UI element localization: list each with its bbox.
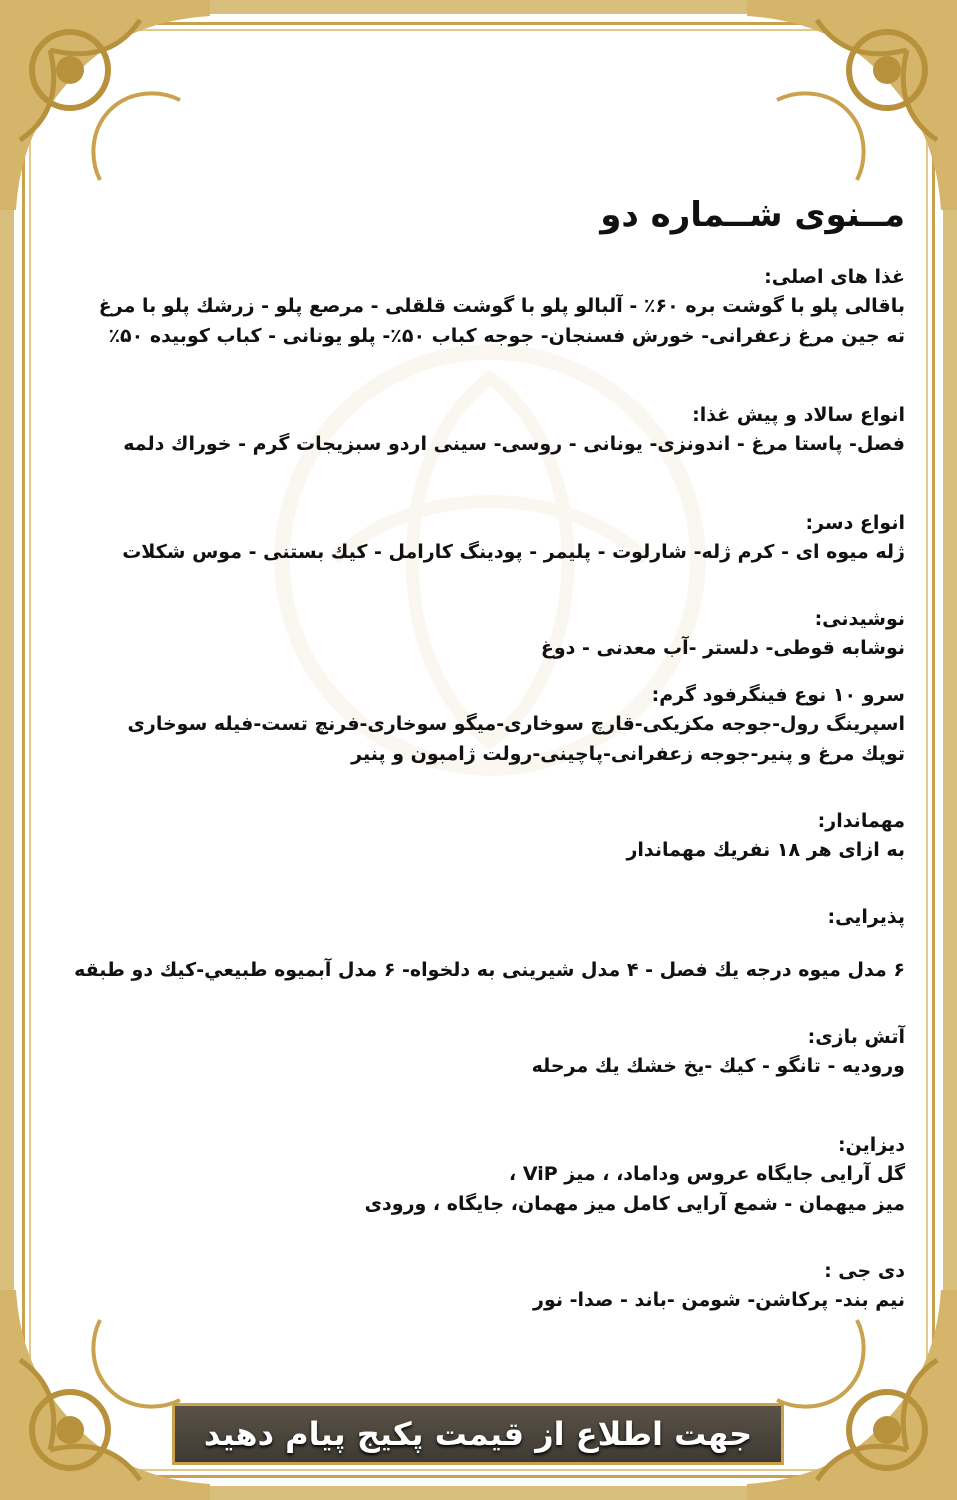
- section-heading: نوشیدنی:: [814, 608, 905, 630]
- section-heading: دی جی :: [824, 1260, 905, 1282]
- menu-content: [50, 195, 905, 1315]
- section-heading: غذا های اصلی:: [764, 266, 905, 288]
- section-line: گل آرایی جایگاه عروس وداماد، ، میز ViP ،: [509, 1163, 905, 1185]
- section-line: فصل- پاستا مرغ - اندونزی- یونانی - روسی- سینی اردو سبزیجات گرم - خوراك دلمه: [123, 433, 905, 455]
- section-line: توپك مرغ و پنیر-جوجه زعفرانی-پاچینی-رولت ژامبون و پنیر: [351, 743, 905, 765]
- section-heading: انواع سالاد و پیش غذا:: [692, 404, 905, 426]
- corner-ornament-top-right: [747, 0, 957, 210]
- section-heading: مهماندار:: [817, 810, 905, 832]
- section-main-dishes: [50, 263, 905, 351]
- section-line: ورودیه - تانگو - کیك -یخ خشك یك مرحله: [531, 1055, 905, 1077]
- section-heading: آتش بازی:: [807, 1026, 905, 1048]
- section-line: باقالی پلو با گوشت بره ۶۰٪ - آلبالو پلو با گوشت قلقلی - مرصع پلو - زرشك پلو با مرغ: [98, 295, 905, 317]
- section-line: نوشابه قوطی- دلستر -آب معدنی - دوغ: [540, 637, 905, 659]
- section-dj: [50, 1257, 905, 1315]
- section-line: ۶ مدل میوه درجه یك فصل - ۴ مدل شیرینی به دلخواه- ۶ مدل آبمیوه طبيعي-کیك دو طبقه: [74, 959, 905, 981]
- section-line: ته جین مرغ زعفرانی- خورش فسنجان- جوجه کباب ۵۰٪- پلو یونانی - کباب کوبیده ۵۰٪: [108, 325, 905, 347]
- footer-text: جهت اطلاع از قیمت پکیج پیام دهید: [203, 1415, 753, 1453]
- section-line: ژله میوه ای - کرم ژله- شارلوت - پلیمر - پودینگ کارامل - کیك بستنی - موس شکلات: [122, 541, 905, 563]
- corner-ornament-bottom-right: [747, 1290, 957, 1500]
- section-heading: انواع دسر:: [805, 512, 905, 534]
- section-drinks: [50, 605, 905, 663]
- corner-ornament-top-left: [0, 0, 210, 210]
- footer-banner: [172, 1403, 784, 1465]
- section-line: به ازای هر ۱۸ نفریك مهماندار: [626, 839, 905, 861]
- section-finger-food: [50, 681, 905, 769]
- section-heading: پذیرایی:: [827, 906, 905, 928]
- section-host: [50, 807, 905, 865]
- section-salads: [50, 401, 905, 459]
- section-design: [50, 1131, 905, 1219]
- section-line: میز میهمان - شمع آرایی کامل میز مهمان، جایگاه ، ورودی: [364, 1193, 905, 1215]
- section-line: اسپرینگ رول-جوجه مکزیکی-قارچ سوخاری-میگو سوخاری-فرنچ تست-فیله سوخاری: [127, 713, 905, 735]
- section-line: نیم بند- پرکاشن- شومن -باند - صدا- نور: [533, 1289, 905, 1311]
- page-title: مــنوی شــماره دو: [600, 195, 905, 235]
- section-desserts: [50, 509, 905, 567]
- section-heading: سرو ۱۰ نوع فینگرفود گرم:: [651, 684, 905, 706]
- corner-ornament-bottom-left: [0, 1290, 210, 1500]
- section-reception: [50, 903, 905, 985]
- section-fireworks: [50, 1023, 905, 1081]
- section-heading: دیزاین:: [837, 1134, 905, 1156]
